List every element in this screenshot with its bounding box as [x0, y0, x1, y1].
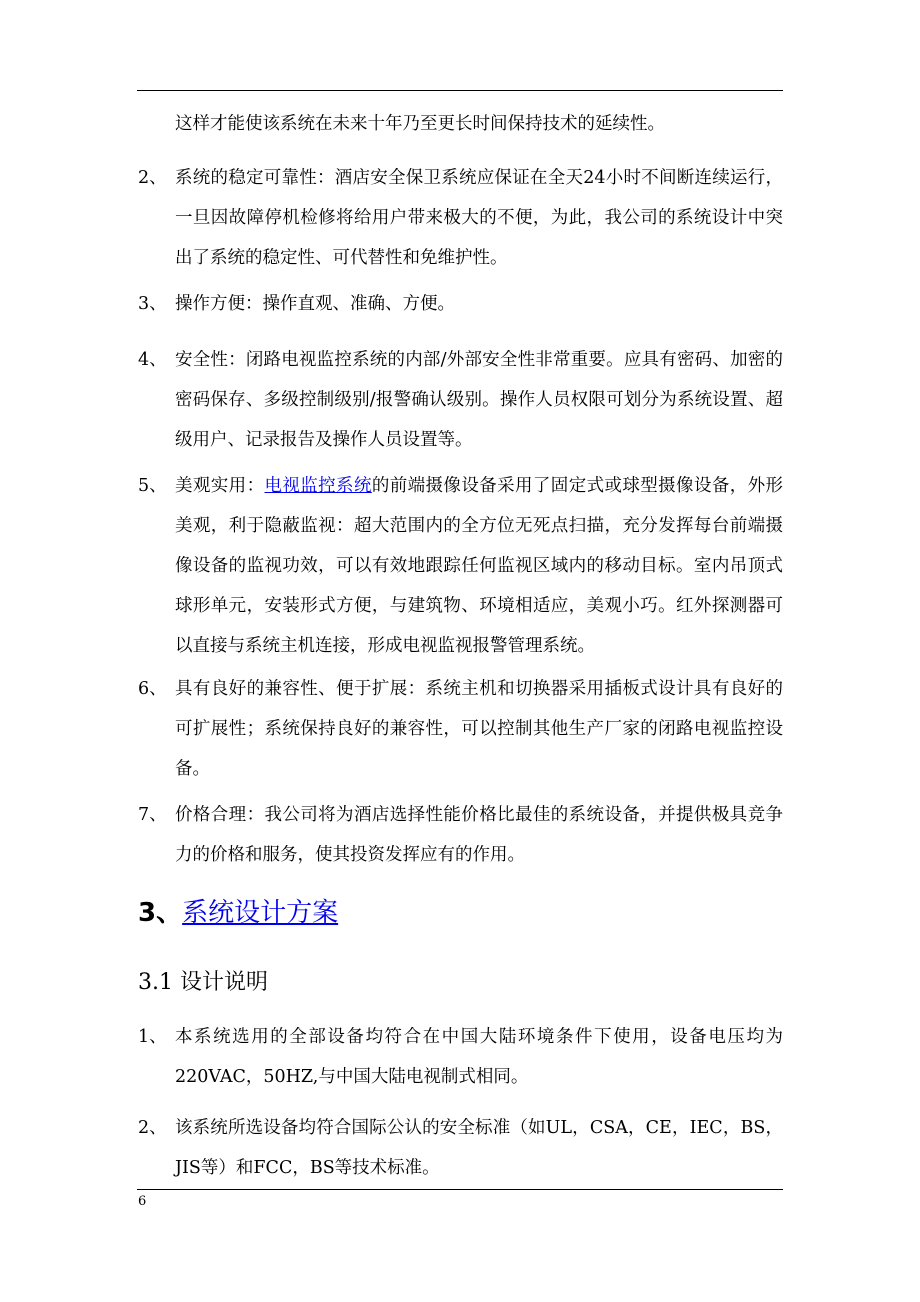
- list-text: [175, 466, 783, 666]
- cctv-system-link[interactable]: 电视监控系统: [264, 476, 372, 496]
- list-item-6: [138, 669, 783, 789]
- list-item-5: [138, 466, 783, 666]
- list-text-post: 的前端摄像设备采用了固定式或球型摄像设备，外形美观，利于隐蔽监视：超大范围内的全方位无死点扫描，充分发挥每台前端摄像设备的监视功效，可以有效地跟踪任何监视区域内的移动目标。室内吊顶式球形单元，安装形式方便，与建筑物、环境相适应，美观小巧。红外探测器可以直接与系统主机连接，形成电视监视报警管理系统。: [175, 476, 784, 656]
- list-number: 2、: [138, 168, 167, 188]
- list-text: 安全性：闭路电视监控系统的内部/外部安全性非常重要。应具有密码、加密的密码保存、多级控制级别/报警确认级别。操作人员权限可划分为系统设置、超级用户、记录报告及操作人员设置等。: [175, 350, 783, 450]
- list-text: 本系统选用的全部设备均符合在中国大陆环境条件下使用，设备电压均为220VAC，50HZ,与中国大陆电视制式相同。: [175, 1027, 783, 1087]
- list-text: 具有良好的兼容性、便于扩展：系统主机和切换器采用插板式设计具有良好的可扩展性；系统保持良好的兼容性，可以控制其他生产厂家的闭路电视监控设备。: [175, 679, 783, 779]
- list-text: 操作方便：操作直观、准确、方便。: [175, 294, 455, 314]
- design-item-2: [138, 1108, 783, 1188]
- list-item-2: [138, 158, 783, 278]
- list-text: 该系统所选设备均符合国际公认的安全标准（如UL，CSA，CE，IEC，BS，JIS等）和FCC，BS等技术标准。: [175, 1118, 783, 1178]
- list-number: 3、: [138, 294, 167, 314]
- list-text: 价格合理：我公司将为酒店选择性能价格比最佳的系统设备，并提供极具竞争力的价格和服务，使其投资发挥应有的作用。: [175, 805, 783, 865]
- list-number: 1、: [138, 1027, 167, 1047]
- subsection-heading: 3.1 设计说明: [138, 970, 268, 995]
- footer-rule: [137, 1189, 783, 1190]
- design-item-1: [138, 1017, 783, 1097]
- list-number: 5、: [138, 476, 167, 496]
- list-item-3: [138, 284, 783, 324]
- list-number: 2、: [138, 1118, 167, 1138]
- list-number: 7、: [138, 805, 167, 825]
- header-rule: [137, 90, 783, 91]
- page-number: 6: [138, 1194, 147, 1209]
- list-number: 6、: [138, 679, 167, 699]
- list-item-4: [138, 340, 783, 460]
- list-text-pre: 美观实用：: [175, 476, 265, 496]
- system-design-link[interactable]: 系统设计方案: [182, 898, 339, 928]
- list-text: 系统的稳定可靠性：酒店安全保卫系统应保证在全天24小时不间断连续运行，一旦因故障停机检修将给用户带来极大的不便，为此，我公司的系统设计中突出了系统的稳定性、可代替性和免维护性。: [175, 168, 783, 268]
- continuation-text: 这样才能使该系统在未来十年乃至更长时间保持技术的延续性。: [175, 114, 665, 134]
- section-number: 3、: [138, 898, 183, 928]
- list-number: 4、: [138, 350, 167, 370]
- section-heading: [138, 893, 338, 933]
- list-item-7: [138, 795, 783, 875]
